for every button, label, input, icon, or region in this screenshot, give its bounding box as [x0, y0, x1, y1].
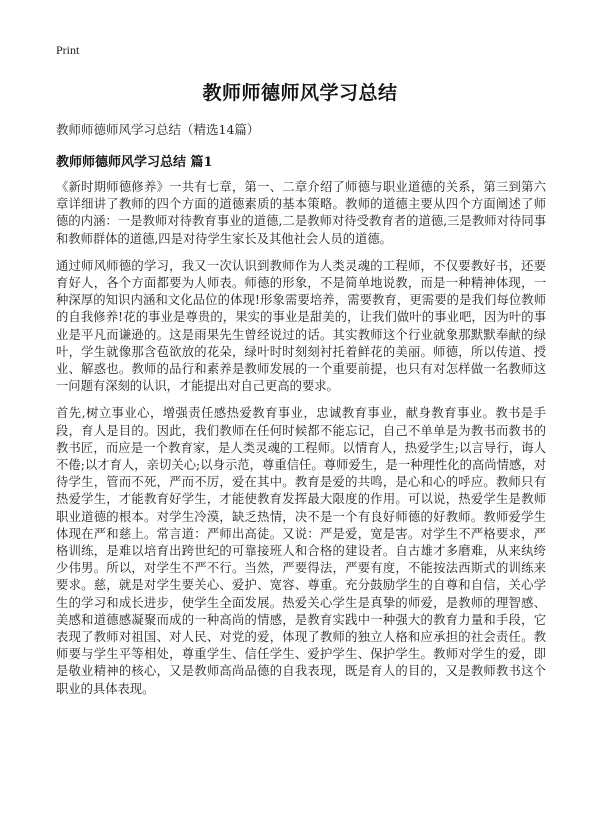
- page-title: 教师师德师风学习总结: [202, 82, 398, 104]
- section-heading: 教师师德师风学习总结 篇1: [56, 155, 213, 170]
- print-label: Print: [56, 43, 80, 57]
- paragraph: 《新时期师德修养》一共有七章，第一、二章介绍了师德与职业道德的关系，第三到第六章详细讲了教师的四个方面的道德素质的基本策略。教师的道德主要从四个方面阐述了师德的内涵：一是教师对待教育事业的道德,二是教师对待受教育者的道德,三是教师对待同事和教师群体的道德,四是对待学生家长及其他社会人员的道德。: [56, 180, 546, 246]
- document-subtitle: 教师师德师风学习总结（精选14篇）: [56, 122, 260, 137]
- paragraph: 首先,树立事业心，增强责任感热爱教育事业，忠诚教育事业，献身教育事业。教书是手段，育人是目的。因此，我们教师在任何时候都不能忘记，自己不单单是为教书而教书的教书匠，而应是一个教育家，是人类灵魂的工程师。以情育人，热爱学生;以言导行，诲人不倦;以才育人，亲切关心;以身示范，尊重信任。尊师爱生，是一种理性化的高尚情感，对待学生，管而不死，严而不厉，爱在其中。教育是爱的共鸣，是心和心的呼应。教师只有热爱学生，才能教育好学生，才能使教育发挥最大限度的作用。可以说，热爱学生是教师职业道德的根本。对学生冷漠，缺乏热情，决不是一个有良好师德的好教师。教师爱学生体现在严和慈上。常言道：严师出高徒。又说：严是爱，宽是害。对学生不严格要求，严格训练，是难以培育出跨世纪的可靠接班人和合格的建设者。自古雄才多磨难，从来纨绔少伟男。所以，对学生不严不行。当然，严要得法，严要有度，不能按法西斯式的训练来要求。慈，就是对学生要关心、爱护、宽容、尊重。充分鼓励学生的自尊和自信，关心学生的学习和成长进步，使学生全面发展。热爱关心学生是真挚的师爱，是教师的理智感、美感和道德感凝聚而成的一种高尚的情感，是教育实践中一种强大的教育力量和手段，它表现了教师对祖国、对人民、对党的爱，体现了教师的独立人格和应承担的社会责任。教师要与学生平等相处，尊重学生、信任学生、爱护学生、保护学生。教师对学生的爱，即是敬业精神的核心，又是教师高尚品德的自我表现，既是育人的目的，又是教师教书这个职业的具体表现。: [56, 406, 546, 696]
- paragraph: 通过师风师德的学习，我又一次认识到教师作为人类灵魂的工程师，不仅要教好书，还要育好人，各个方面都要为人师表。师德的形象，不是简单地说教，而是一种精神体现，一种深厚的知识内涵和文化品位的体现!形象需要培养，需要教育，更需要的是我们每位教师的自我修养!花的事业是尊贵的，果实的事业是甜美的，让我们做叶的事业吧，因为叶的事业是平凡而谦逊的。这是雨果先生曾经说过的话。其实教师这个行业就象那默默奉献的绿叶，学生就像那含苞欲放的花朵，绿叶时时刻刻衬托着鲜花的美丽。师德，所以传道、授业、解惑也。教师的品行和素养是教师发展的一个重要前提，也只有对怎样做一名教师这一问题有深刻的认识，才能提出对自己更高的要求。: [56, 258, 546, 394]
- document-body: [56, 179, 546, 708]
